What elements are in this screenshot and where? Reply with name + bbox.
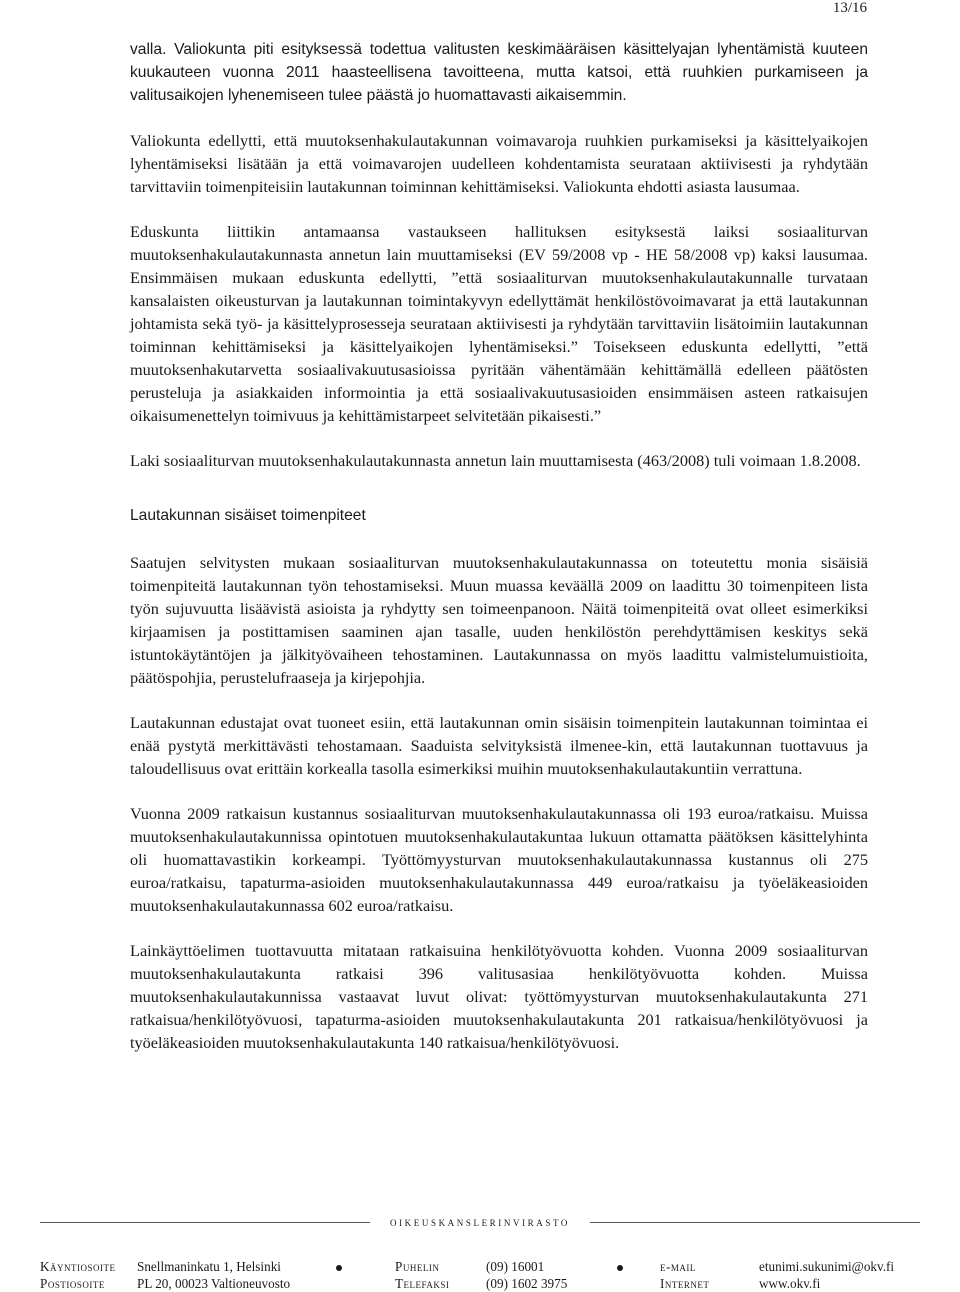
phone-label: Puhelin: [395, 1259, 440, 1274]
paragraph-valiokunta-edellytti: Valiokunta edellytti, että muutoksenhakulautakunnan voimavaroja ruuhkien purkamiseksi ja käsittelyaikojen lyhentämiseksi lisätään ja että voimavarojen uudelleen kohdentamista seurataan aktiivisesti ja ryhdytään tarvittaviin toimenpiteisiin lautakunnan toiminnan kehittämiseksi. Valiokunta ehdotti asiasta lausumaa.: [130, 131, 868, 196]
email-link[interactable]: etunimi.sukunimi@okv.fi: [759, 1259, 895, 1274]
footer-row-2: [40, 1275, 920, 1292]
fax-value: (09) 1602 3975: [486, 1276, 568, 1291]
internet-label: Internet: [660, 1276, 710, 1291]
paragraph-kustannus: Vuonna 2009 ratkaisun kustannus sosiaaliturvan muutoksenhakulautakunnassa oli 193 euroa/ratkaisu. Muissa muutoksenhakulautakunnissa opintotuen muutoksenhakulautakuntaa lukuun ottamatta päätöksen käsittelyhinta oli huomattavastikin korkeampi. Työttömyysturvan muutoksenhakulautakunnassa kustannus oli 275 euroa/ratkaisu, tapaturma-asioiden muutoksenhakulautakunnassa 449 euroa/ratkaisu ja työeläkeasioiden muutoksenhakulautakunnassa 602 euroa/ratkaisu.: [130, 804, 868, 915]
postal-address-label: Postiosoite: [40, 1276, 105, 1291]
page-number: 13/16: [832, 0, 867, 16]
paragraph-laki-voimaan: Laki sosiaaliturvan muutoksenhakulautakunnasta annetun lain muuttamisesta (463/2008) tuli voimaan 1.8.2008.: [130, 451, 861, 470]
footer-separator-dot: [617, 1265, 623, 1271]
paragraph-henkilotyovuosi: Lainkäyttöelimen tuottavuutta mitataan ratkaisuina henkilötyövuotta kohden. Vuonna 2009 sosiaaliturvan muutoksenhakulautakunta ratkaisi 396 valitusasiaa henkilötyövuotta kohden. Muissa muutoksenhakulautakunnissa vastaavat luvut olivat: työttömyysturvan muutoksenhakulautakunta 271 ratkaisua/henkilötyövuosi, tapaturma-asioiden muutoksenhakulautakunta 201 ratkaisua/henkilötyövuosi ja työeläkeasioiden muutoksenhakulautakunta 140 ratkaisua/henkilötyövuosi.: [130, 941, 868, 1052]
visiting-address-label: Käyntiosoite: [40, 1259, 116, 1274]
email-label: e-mail: [660, 1259, 696, 1274]
footer-separator-dot: [336, 1265, 342, 1271]
paragraph-toimenpiteet: Saatujen selvitysten mukaan sosiaaliturvan muutoksenhakulautakunnassa on toteutettu monia sisäisiä toimenpiteitä lautakunnan työn tehostamiseksi. Muun muassa keväällä 2009 on laadittu 30 toimenpiteen lista työn sujuvuutta lisäävistä asioista ja ryhdytty sen toimeenpanoon. Näitä toimenpiteitä ovat olleet esimerkiksi kirjaamisen ja postittamisen saaminen ajan tasalle, uuden henkilöstön perehdyttämisen keskitys sekä istuntokäytäntöjen ja jälkityövaiheen tehostaminen. Lautakunnassa on myös laadittu valmistelumuistioita, päätöspohjia, perustelufraaseja ja kirjepohjia.: [130, 553, 868, 687]
paragraph-eduskunta-lausumat: Eduskunta liittikin antamaansa vastaukseen hallituksen esityksestä laiksi sosiaaliturvan muutoksenhakulautakunnasta annetun lain muuttamiseksi (EV 59/2008 vp - HE 58/2008 vp) kaksi lausumaa. Ensimmäisen mukaan eduskunta edellytti, ”että sosiaaliturvan muutoksenhakulautakunnalle turvataan kansalaisten oikeusturvan ja lautakunnan toimintakyvyn edellyttämät henkilöstövoimavarat ja että lautakunnan johtamista sekä työ- ja käsittelyprosesseja seurataan aktiivisesti ja ryhdytään tarvittaviin lisätoimiin lautakunnan toiminnan kehittämiseksi ja käsittelyaikojen lyhentämiseksi.” Toisekseen eduskunta edellytti, ”että muutoksenhakutarvetta sosiaalivakuutusasioissa pyritään vähentämään kehittämällä edelleen päätösten perusteluja ja asiakkaiden informointia ja että sosiaalivakuutusasioiden ensimmäisen asteen ratkaisujen oikaisumenettelyn toimivuus ja kehittämistarpeet selvitetään pikaisesti.”: [130, 222, 868, 425]
paragraph-valla: valla. Valiokunta piti esityksessä todettua valitusten keskimääräisen käsittelyajan lyhentämistä kuuteen kuukauteen vuonna 2011 haasteellisena tavoitteena, mutta katsoi, että ruuhkien purkamiseen ja valitusaikojen lyhenemiseen tulee päästä jo huomattavasti aikaisemmin.: [130, 41, 868, 104]
footer-row-1: [40, 1258, 920, 1275]
footer-rule-right: [590, 1222, 920, 1223]
website-link[interactable]: www.okv.fi: [759, 1276, 821, 1291]
phone-value: (09) 16001: [486, 1259, 545, 1274]
footer-office-name: oikeuskanslerinvirasto: [389, 1214, 571, 1229]
paragraph-tuottavuus: Lautakunnan edustajat ovat tuoneet esiin, että lautakunnan omin sisäisin toimenpitein lautakunnan toimintaa ei enää pystytä merkittävästi tehostamaan. Saaduista selvityksistä ilmenee-kin, että lautakunnan tuottavuus ja taloudellisuus ovat erittäin korkealla tasolla esimerkiksi muihin muutoksenhakulautakuntiin verrattuna.: [130, 713, 868, 778]
footer-contact: [40, 1258, 920, 1292]
fax-label: Telefaksi: [395, 1276, 450, 1291]
postal-address-value: PL 20, 00023 Valtioneuvosto: [137, 1276, 291, 1291]
visiting-address-value: Snellmaninkatu 1, Helsinki: [137, 1259, 281, 1274]
section-heading: Lautakunnan sisäiset toimenpiteet: [130, 507, 366, 524]
document-body: [130, 38, 868, 1076]
footer-rule-left: [40, 1222, 370, 1223]
